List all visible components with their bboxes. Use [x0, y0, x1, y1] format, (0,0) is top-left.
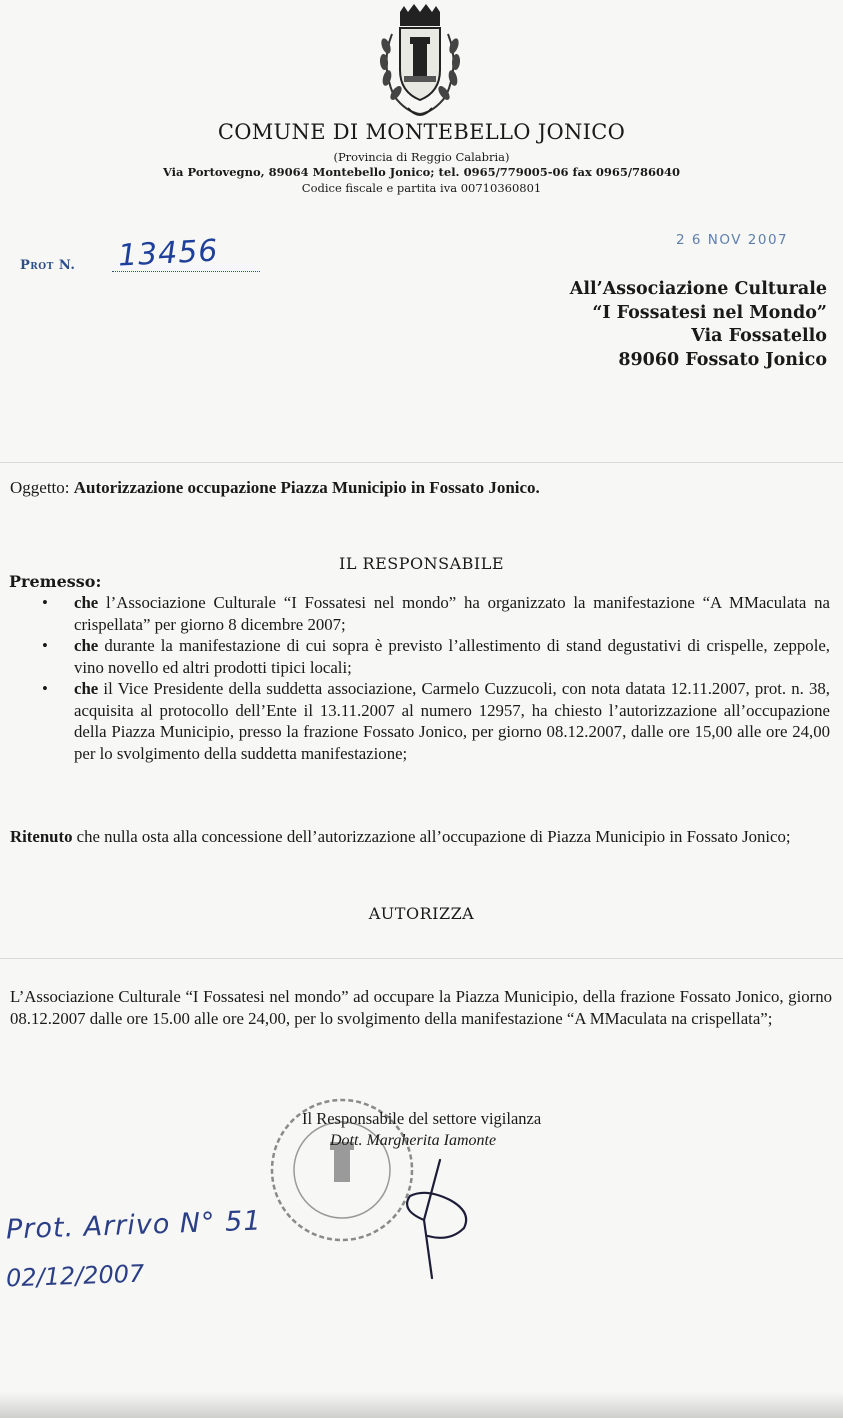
municipal-crest-icon — [372, 4, 468, 122]
address-line: Via Portovegno, 89064 Montebello Jonico; tel. 0965/779005-06 fax 0965/786040 — [162, 165, 681, 179]
handwritten-signature-icon — [380, 1150, 490, 1280]
bullet-lead: che — [74, 679, 99, 698]
province-line: (Provincia di Reggio Calabria) — [333, 150, 510, 164]
date-stamp: 2 6 NOV 2007 — [676, 232, 789, 248]
handwritten-arrival-date: 02/12/2007 — [5, 1259, 145, 1293]
subject-line — [10, 478, 540, 498]
list-item — [38, 678, 830, 764]
bullet-text: il Vice Presidente della suddetta associazione, Carmelo Cuzzucoli, con nota datata 12.11.2007, prot. n. 38, acquisita al protocollo dell’Ente il 13.11.2007 al numero 12957, ha chiesto l’autorizzazione all’occupazione della Piazza Municipio, presso la frazione Fossato Jonico, per giorno 08.12.2007, dalle ore 15,00 alle ore 24,00 per lo svolgimento della suddetta manifestazione; — [74, 679, 830, 763]
scan-edge-shadow — [0, 1392, 843, 1418]
ritenuto-paragraph — [10, 826, 832, 848]
ritenuto-text: che nulla osta alla concessione dell’autorizzazione all’occupazione di Piazza Municipio in Fossato Jonico; — [72, 827, 791, 846]
list-item — [38, 592, 830, 635]
protocol-label-rest: rot — [30, 258, 54, 273]
autorizza-paragraph: L’Associazione Culturale “I Fossatesi nel mondo” ad occupare la Piazza Municipio, della frazione Fossato Jonico, giorno 08.12.2007 dalle ore 15.00 alle ore 24,00, per lo svolgimento della manifestazione “A MMaculata na crispellata”; — [10, 987, 832, 1028]
subject-text: Autorizzazione occupazione Piazza Municipio in Fossato Jonico. — [73, 478, 540, 497]
recipient-line: Via Fossatello — [691, 326, 827, 346]
protocol-number-handwritten: 13456 — [117, 233, 220, 274]
fold-line — [0, 462, 843, 463]
handwritten-arrival-number: Prot. Arrivo N° 51 — [5, 1205, 263, 1246]
bullet-lead: che — [74, 636, 99, 655]
heading-responsabile: IL RESPONSABILE — [339, 554, 504, 573]
list-item — [38, 635, 830, 678]
fold-line — [0, 958, 843, 959]
bullet-icon: • — [42, 593, 48, 612]
bullet-lead: che — [74, 593, 99, 612]
bullet-icon: • — [42, 636, 48, 655]
recipient-block — [570, 278, 827, 372]
bullet-text: durante la manifestazione di cui sopra è previsto l’allestimento di stand degustativi di crispelle, zeppole, vino novello ed altri prodotti tipici locali; — [74, 636, 830, 677]
protocol-label-initial: P — [20, 258, 31, 273]
signatory-name: Dott. Margherita Iamonte — [330, 1132, 497, 1149]
fiscal-code-line: Codice fiscale e partita iva 00710360801 — [301, 181, 542, 195]
protocol-label — [20, 258, 75, 273]
heading-autorizza: AUTORIZZA — [368, 904, 475, 923]
signatory-title: Il Responsabile del settore vigilanza — [302, 1109, 542, 1128]
recipient-line: 89060 Fossato Jonico — [618, 349, 827, 370]
recipient-line: All’Associazione Culturale — [569, 279, 827, 299]
municipality-name: COMUNE DI MONTEBELLO JONICO — [217, 120, 626, 144]
premesso-list — [38, 592, 830, 764]
subject-label: Oggetto: — [10, 478, 74, 497]
premesso-label: Premesso: — [9, 572, 102, 591]
bullet-icon: • — [42, 679, 48, 698]
protocol-label-n: N. — [53, 258, 76, 273]
recipient-line: “I Fossatesi nel Mondo” — [592, 302, 827, 323]
bullet-text: l’Associazione Culturale “I Fossatesi nel mondo” ha organizzato la manifestazione “A MMaculata na crispellata” per giorno 8 dicembre 2007; — [74, 593, 830, 634]
ritenuto-lead: Ritenuto — [10, 827, 73, 846]
